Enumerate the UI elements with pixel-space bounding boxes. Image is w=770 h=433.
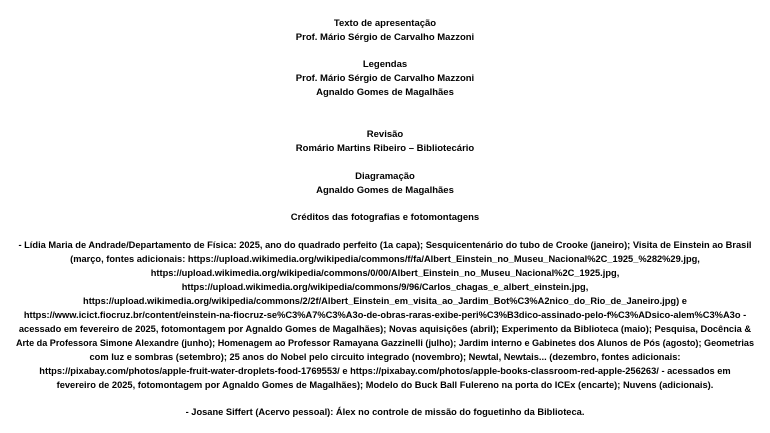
credits-line-8: Arte da Professora Simone Alexandre (junho); Homenagem ao Professor Ramayana Gazzinelli (julho); Jardim interno e Gabinetes dos Alunos de Pós (agosto); Geometrias <box>15 338 755 348</box>
captions-heading: Legendas <box>362 59 408 70</box>
presentation-author: Prof. Mário Sérgio de Carvalho Mazzoni <box>295 32 475 43</box>
credits-line-10: https://pixabay.com/photos/apple-fruit-water-droplets-food-1769553/ e https://pixabay.com/photos/apple-books-classroom-red-apple-256263/ - acessados em <box>39 366 731 376</box>
layout-heading: Diagramação <box>355 171 415 182</box>
credits-heading: Créditos das fotografias e fotomontagens <box>290 212 480 223</box>
credits-line-11: fevereiro de 2025, fotomontagem por Agnaldo Gomes de Magalhães); Modelo do Buck Ball Fulereno na porta do ICEx (encarte); Nuvens (adicionais). <box>56 380 714 390</box>
layout-author: Agnaldo Gomes de Magalhães <box>316 185 454 196</box>
captions-author-1: Prof. Mário Sérgio de Carvalho Mazzoni <box>295 73 475 84</box>
credits-line-6: https://www.icict.fiocruz.br/content/einstein-na-fiocruz-se%C3%A7%C3%A3o-de-obras-raras-exibe-peri%C3%B3dico-assinado-pelo-f%C3%ADsico-alem%C3%A3o - <box>23 310 747 320</box>
captions-author-2: Agnaldo Gomes de Magalhães <box>316 87 454 98</box>
credits-josane: - Josane Siffert (Acervo pessoal): Álex no controle de missão do foguetinho da Biblioteca. <box>185 407 585 417</box>
presentation-heading: Texto de apresentação <box>333 18 437 29</box>
review-author: Romário Martins Ribeiro – Bibliotecário <box>295 143 475 154</box>
review-heading: Revisão <box>366 129 404 140</box>
credits-line-4: https://upload.wikimedia.org/wikipedia/commons/9/96/Carlos_chagas_e_albert_einstein.jpg, <box>181 282 589 292</box>
credits-line-7: acessado em fevereiro de 2025, fotomontagem por Agnaldo Gomes de Magalhães); Novas aquisições (abril); Experimento da Biblioteca (maio); Pesquisa, Docência & <box>18 324 752 334</box>
credits-line-2: (março, fontes adicionais: https://upload.wikimedia.org/wikipedia/commons/f/fa/Albert_Einstein_no_Museu_Nacional%2C_1925_%282%29.jpg, <box>70 254 700 264</box>
credits-line-3: https://upload.wikimedia.org/wikipedia/commons/0/00/Albert_Einstein_no_Museu_Nacional%2C_1925.jpg, <box>150 268 620 278</box>
credits-line-9: com luz e sombras (setembro); 25 anos do Nobel pelo circuito integrado (novembro); Newtal, Newtais... (dezembro, fontes adicionais: <box>89 352 681 362</box>
credits-line-5: https://upload.wikimedia.org/wikipedia/commons/2/2f/Albert_Einstein_em_visita_ao_Jardim_Bot%C3%A2nico_do_Rio_de_Janeiro.jpg) e <box>83 296 687 306</box>
credits-line-1: - Lídia Maria de Andrade/Departamento de Física: 2025, ano do quadrado perfeito (1a capa); Sesquicentenário do tubo de Crooke (janeiro); Visita de Einstein ao Brasil <box>18 240 752 250</box>
